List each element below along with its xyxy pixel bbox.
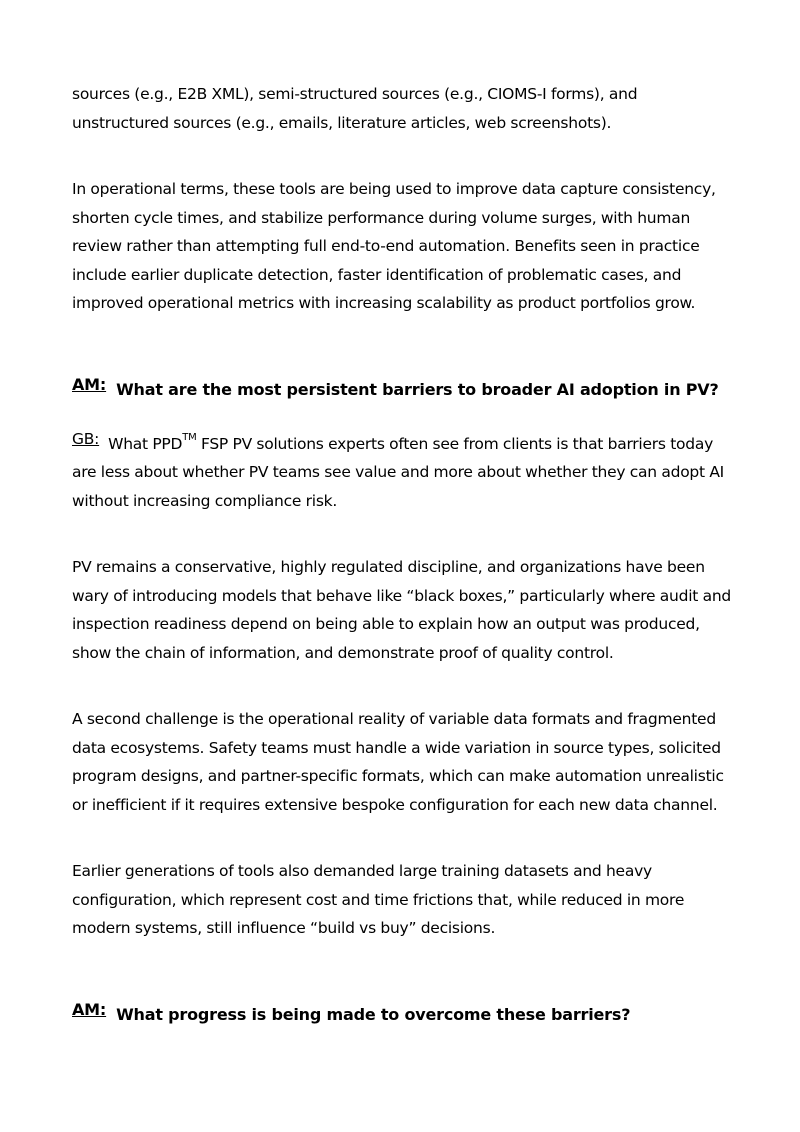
speaker-label-am: AM: bbox=[72, 999, 107, 1019]
question-barriers bbox=[72, 376, 732, 404]
paragraph-conservative-discipline: PV remains a conservative, highly regulated discipline, and organizations have been wary of introducing models that behave like “black boxes,” particularly where audit and inspection readiness depend on being able to explain how an output was produced, show the chain of information, and demonstrate proof of quality control. bbox=[72, 558, 731, 662]
trademark-superscript: TM bbox=[182, 432, 197, 444]
paragraph-second-challenge: A second challenge is the operational reality of variable data formats and fragmented data ecosystems. Safety teams must handle a wide variation in source types, solicited program designs, and partner-specific formats, which can make automation unrealistic or inefficient if it requires extensive bespoke configuration for each new data channel. bbox=[72, 710, 724, 814]
paragraph-operational-terms: In operational terms, these tools are being used to improve data capture consistency, shorten cycle times, and stabilize performance during volume surges, with human review rather than attempting full end-to-end automation. Benefits seen in practice include earlier duplicate detection, faster identification of problematic cases, and improved operational metrics with increasing scalability as product portfolios grow. bbox=[72, 180, 716, 312]
speaker-label-am: AM: bbox=[72, 374, 107, 394]
speaker-label-gb: GB: bbox=[72, 429, 100, 448]
answer-barriers bbox=[72, 430, 732, 516]
question-text: What progress is being made to overcome these barriers? bbox=[116, 1004, 631, 1024]
answer-text-pre: What PPD bbox=[108, 434, 183, 453]
answer-text-post: FSP PV solutions experts often see from clients is that barriers today are less about whether PV teams see value and more about whether they can adopt AI without increasing compliance risk. bbox=[72, 434, 724, 510]
paragraph-sources: sources (e.g., E2B XML), semi-structured sources (e.g., CIOMS-I forms), and unstructured sources (e.g., emails, literature articles, web screenshots). bbox=[72, 85, 638, 132]
question-progress bbox=[72, 1001, 732, 1029]
document-page bbox=[72, 80, 732, 1029]
question-text: What are the most persistent barriers to broader AI adoption in PV? bbox=[116, 379, 719, 399]
paragraph-earlier-generations: Earlier generations of tools also demanded large training datasets and heavy configuration, which represent cost and time frictions that, while reduced in more modern systems, still influence “build vs buy” decisions. bbox=[72, 862, 685, 937]
